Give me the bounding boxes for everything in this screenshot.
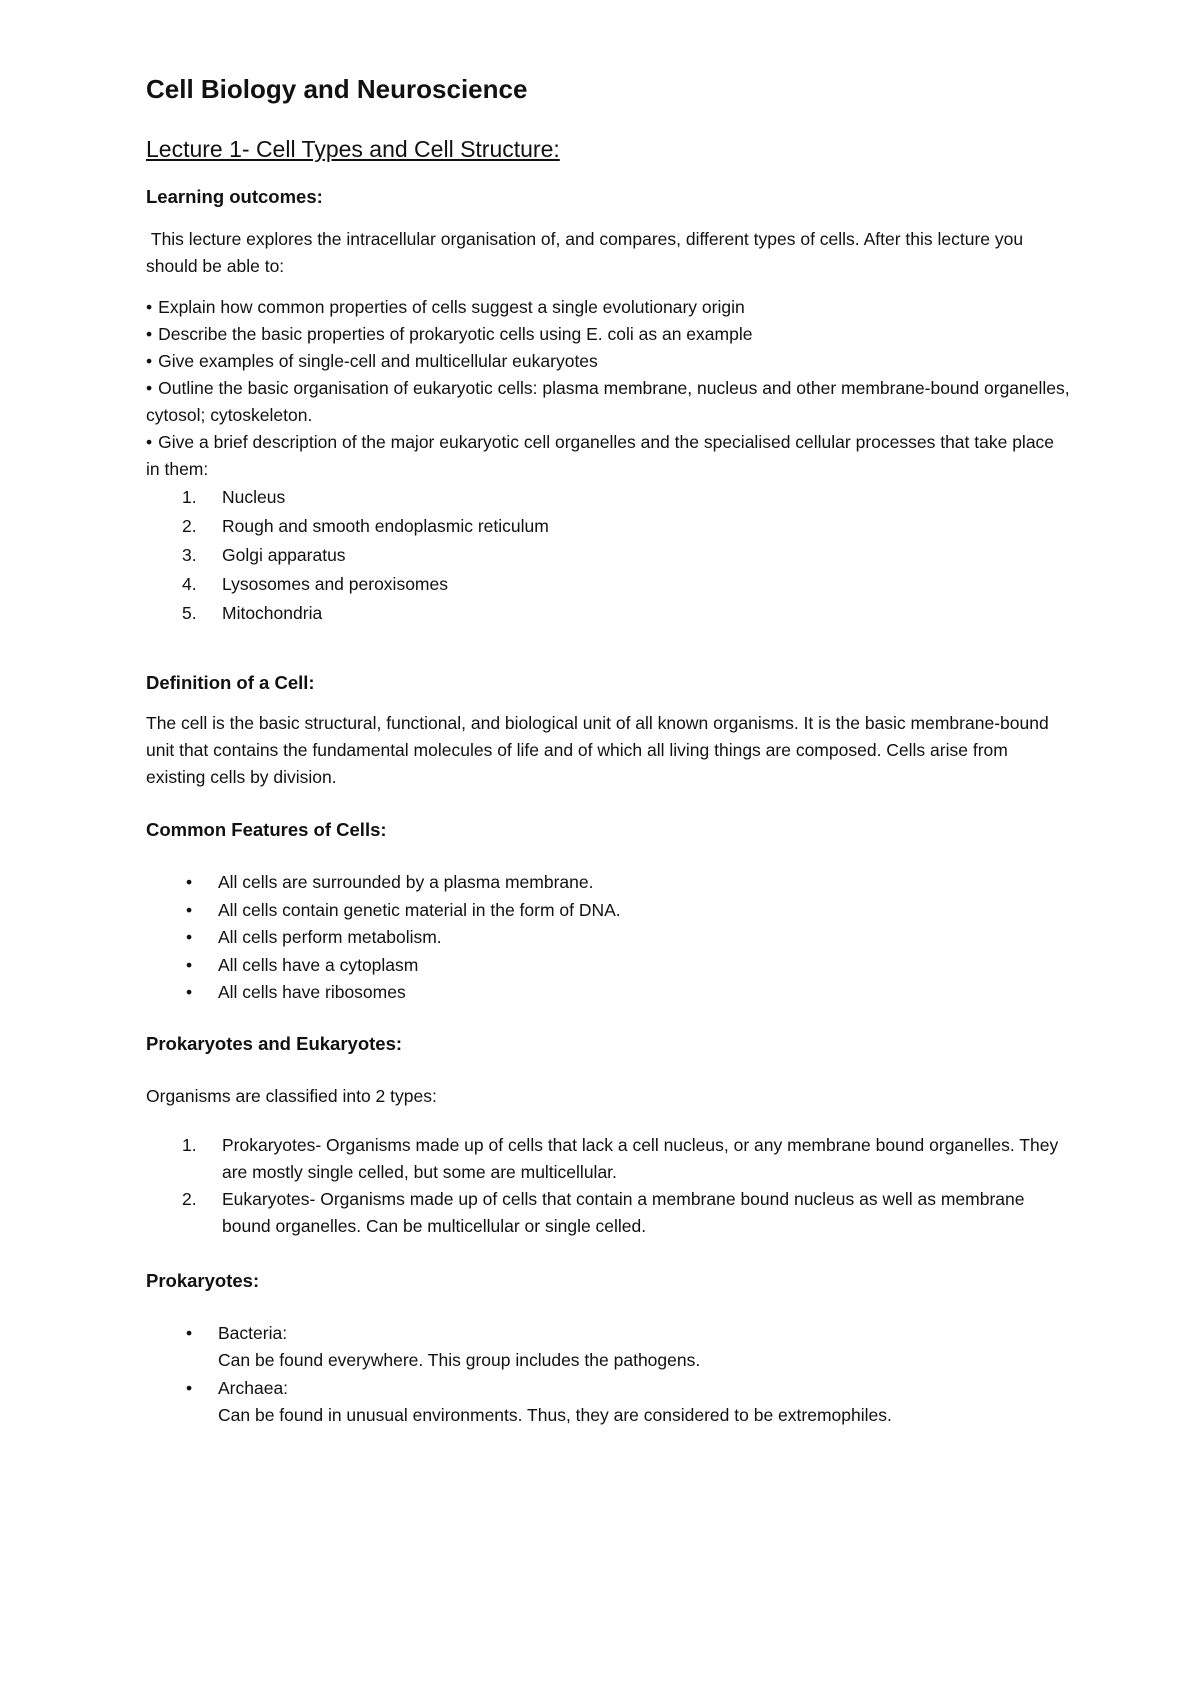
list-desc: Can be found everywhere. This group includes the pathogens.: [218, 1350, 701, 1370]
bullet-icon: •: [186, 927, 193, 947]
list-number: 2.: [182, 516, 197, 536]
list-item: [146, 599, 1070, 628]
list-text: Mitochondria: [222, 603, 323, 623]
definition-text: The cell is the basic structural, functional, and biological unit of all known organisms. It is the basic membrane-bound unit that contains the fundamental molecules of life and of which all living things are composed. Cells arise from existing cells by division.: [146, 713, 1049, 787]
list-item: • Explain how common properties of cells suggest a single evolutionary origin: [146, 294, 1070, 321]
list-label: Bacteria:: [218, 1322, 288, 1343]
list-item: [146, 1132, 1070, 1186]
list-item: • Outline the basic organisation of eukaryotic cells: plasma membrane, nucleus and other membrane-bound organelles, cytosol; cytoskeleton.: [146, 375, 1070, 429]
bullet-icon: •: [186, 1377, 193, 1398]
list-number: 5.: [182, 603, 197, 623]
list-text: All cells contain genetic material in the form of DNA.: [218, 899, 621, 920]
list-item: [146, 897, 1070, 925]
list-item: [146, 570, 1070, 599]
list-text: Prokaryotes- Organisms made up of cells that lack a cell nucleus, or any membrane bound organelles. They are mostly single celled, but some are multicellular.: [222, 1134, 1059, 1182]
list-item: [146, 483, 1070, 512]
list-text: Lysosomes and peroxisomes: [222, 574, 448, 594]
list-item: • Give examples of single-cell and multicellular eukaryotes: [146, 348, 1070, 375]
organelles-list: [146, 483, 1070, 628]
learning-outcomes-list: [146, 294, 1070, 483]
list-item: [146, 1186, 1070, 1240]
list-item: [146, 924, 1070, 952]
common-features-list: [146, 869, 1070, 1007]
list-item: [146, 1375, 1070, 1430]
list-item: [146, 541, 1070, 570]
bullet-icon: •: [186, 899, 193, 920]
list-item: [146, 979, 1070, 1007]
prokaryotes-list: [146, 1320, 1070, 1430]
bullet-icon: •: [186, 872, 193, 892]
learning-outcomes-heading: Learning outcomes:: [146, 186, 323, 207]
list-item: [146, 1320, 1070, 1375]
learning-outcomes-intro: This lecture explores the intracellular organisation of, and compares, different types of cells. After this lecture you should be able to:: [146, 229, 1028, 276]
list-number: 1.: [182, 487, 197, 507]
prok-euk-intro: Organisms are classified into 2 types:: [146, 1085, 437, 1106]
list-text: Golgi apparatus: [222, 545, 346, 565]
definition-heading: Definition of a Cell:: [146, 672, 315, 693]
list-label: Archaea:: [218, 1377, 289, 1398]
list-text: Rough and smooth endoplasmic reticulum: [222, 516, 549, 536]
list-number: 3.: [182, 545, 197, 565]
prokaryotes-heading: Prokaryotes:: [146, 1269, 260, 1291]
lecture-title: Lecture 1- Cell Types and Cell Structure:: [146, 136, 560, 162]
prok-euk-list: [146, 1132, 1070, 1240]
list-item: [146, 869, 1070, 897]
list-text: All cells have a cytoplasm: [218, 954, 419, 975]
list-number: 2.: [182, 1188, 197, 1209]
common-features-heading: Common Features of Cells:: [146, 819, 387, 840]
list-item: [146, 512, 1070, 541]
document-title: Cell Biology and Neuroscience: [146, 74, 528, 104]
list-number: 4.: [182, 574, 197, 594]
bullet-icon: •: [186, 954, 193, 975]
list-text: Eukaryotes- Organisms made up of cells that contain a membrane bound nucleus as well as membrane bound organelles. Can be multicellular or single celled.: [222, 1188, 1025, 1236]
list-text: All cells have ribosomes: [218, 982, 406, 1002]
list-text: All cells are surrounded by a plasma membrane.: [218, 872, 594, 892]
list-number: 1.: [182, 1134, 197, 1155]
list-desc: Can be found in unusual environments. Thus, they are considered to be extremophiles.: [218, 1405, 892, 1425]
list-text: All cells perform metabolism.: [218, 927, 442, 947]
bullet-icon: •: [186, 982, 193, 1002]
bullet-icon: •: [186, 1322, 193, 1343]
list-text: Nucleus: [222, 487, 286, 507]
list-item: • Give a brief description of the major eukaryotic cell organelles and the specialised cellular processes that take place in them:: [146, 429, 1070, 483]
list-item: • Describe the basic properties of prokaryotic cells using E. coli as an example: [146, 321, 1070, 348]
list-item: [146, 952, 1070, 980]
prok-euk-heading: Prokaryotes and Eukaryotes:: [146, 1032, 403, 1054]
